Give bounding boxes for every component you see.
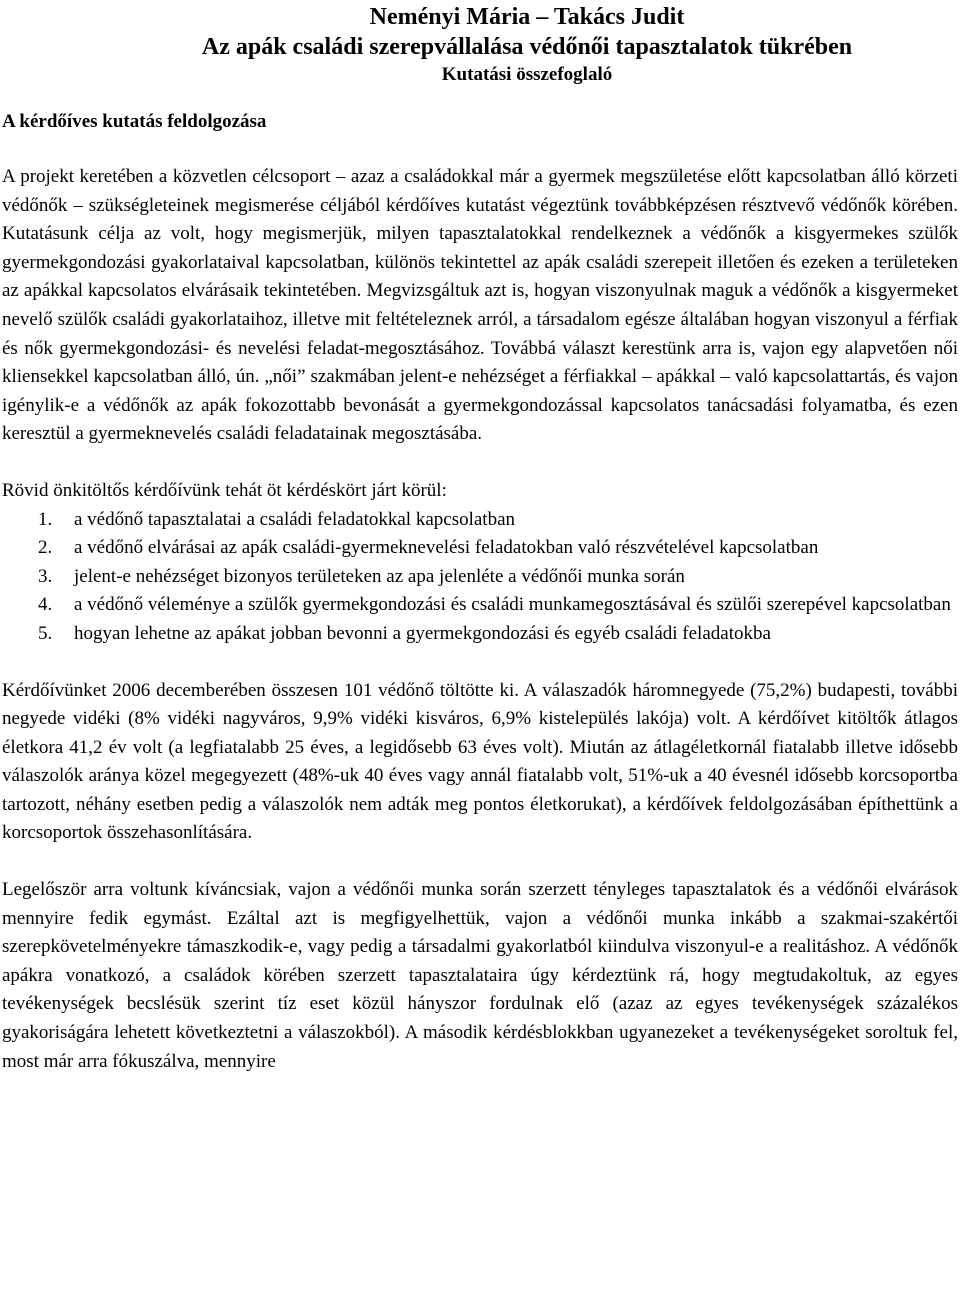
sample-paragraph: Kérdőívünket 2006 decemberében összesen 101 védőnő töltötte ki. A válaszadók háromnegyede (75,2%) budapesti, további negyede vidéki (8% vidéki nagyváros, 9,9% vidéki kisváros, 6,9% kistelepülés lakója) volt. A kérdőívet kitöltők átlagos életkora 41,2 év volt (a legfiatalabb 25 éves, a legidősebb 63 éves volt). Miután az átlagéletkornál fiatalabb illetve idősebb válaszolók aránya közel megegyezett (48%-uk 40 éves vagy annál fiatalabb volt, 51%-uk a 40 évesnél idősebb korcsoportba tartozott, néhány esetben pedig a válaszolók nem adták meg pontos életkorukat), a kérdőívek feldolgozásában építhettünk a korcsoportok összehasonlítására. [2, 679, 958, 844]
list-item [2, 563, 958, 592]
list-item-number: 3. [38, 565, 53, 587]
list-item-number: 2. [38, 537, 53, 559]
list-item-number: 4. [38, 594, 53, 616]
first-findings-paragraph: Legelőször arra voltunk kíváncsiak, vajon a védőnői munka során szerzett tényleges tapasztalatok és a védőnői elvárások mennyire fedik egymást. Ezáltal azt is megfigyelhettük, vajon a védőnői munka inkább a szakmai-szakértői szerepkövetelményekre támaszkodik-e, vagy pedig a társadalmi gyakorlatból kiindulva viszonyul-e a realitáshoz. A védőnők apákra vonatkozó, a családok körében szerzett tapasztalataira úgy kérdeztünk rá, hogy megtudakoltuk, az egyes tevékenységek becslésük szerint tíz eset közül hányszor fordulnak elő (azaz az egyes tevékenységek százalékos gyakoriságára lehetett következtetni a válaszokból). A második kérdésblokkban ugyanezeket a tevékenységeket soroltuk fel, most már arra fókuszálva, mennyire [2, 879, 958, 1072]
list-item [2, 620, 958, 649]
intro-paragraph: A projekt keretében a közvetlen célcsoport – azaz a családokkal már a gyermek megszületése előtt kapcsolatban álló körzeti védőnők – szükségleteinek megismerése céljából kérdőíves kutatást végeztünk továbbképzésen résztvevő védőnők körében. Kutatásunk célja az volt, hogy megismerjük, milyen tapasztalatokkal rendelkeznek a védőnők a kisgyermekes szülők gyermekgondozási gyakorlataival kapcsolatban, különös tekintettel az apák családi szerepeit illetően és ezeken a területeken az apákkal kapcsolatos elvárásaik tekintetében. Megvizsgáltuk azt is, hogyan viszonyulnak maguk a védőnők a kisgyermeket nevelő szülők családi gyakorlataihoz, illetve mit feltételeznek arról, a társadalom egésze általában hogyan viszonyul a férfiak és nők gyermekgondozási- és nevelési feladat-megosztásához. Továbbá választ kerestünk arra is, vajon egy alapvetően női kliensekkel kapcsolatban álló, ún. „női” szakmában jelent-e nehézséget a férfiakkal – apákkal – való kapcsolattartás, és vajon igénylik-e a védőnők az apák fokozottabb bevonását a gyermekgondozással kapcsolatos tanácsadási folyamatba, és ezen keresztül a gyermeknevelés családi feladatainak megosztásába. [2, 166, 958, 445]
list-item [2, 506, 958, 535]
question-list [2, 506, 958, 649]
document-subtitle: Kutatási összefoglaló [441, 64, 613, 85]
list-item-text: a védőnő véleménye a szülők gyermekgondozási és családi munkamegosztásával és szülői szerepével kapcsolatban [74, 594, 951, 616]
section-heading: A kérdőíves kutatás feldolgozása [2, 111, 267, 132]
list-item-text: a védőnő elvárásai az apák családi-gyermeknevelési feladatokban való részvételével kapcsolatban [74, 537, 819, 559]
list-item [2, 591, 958, 620]
list-item-number: 5. [38, 622, 53, 644]
document-authors: Neményi Mária – Takács Judit [369, 4, 685, 30]
list-item-text: jelent-e nehézséget bizonyos területeken az apa jelenléte a védőnői munka során [74, 565, 685, 587]
document-title: Az apák családi szerepvállalása védőnői tapasztalatok tükrében [201, 34, 853, 60]
questions-intro: Rövid önkitöltős kérdőívünk tehát öt kérdéskört járt körül: [2, 479, 447, 501]
list-item-text: hogyan lehetne az apákat jobban bevonni a gyermekgondozási és egyéb családi feladatokba [74, 622, 771, 644]
list-item [2, 534, 958, 563]
list-item-number: 1. [38, 508, 53, 530]
list-item-text: a védőnő tapasztalatai a családi feladatokkal kapcsolatban [74, 508, 516, 530]
